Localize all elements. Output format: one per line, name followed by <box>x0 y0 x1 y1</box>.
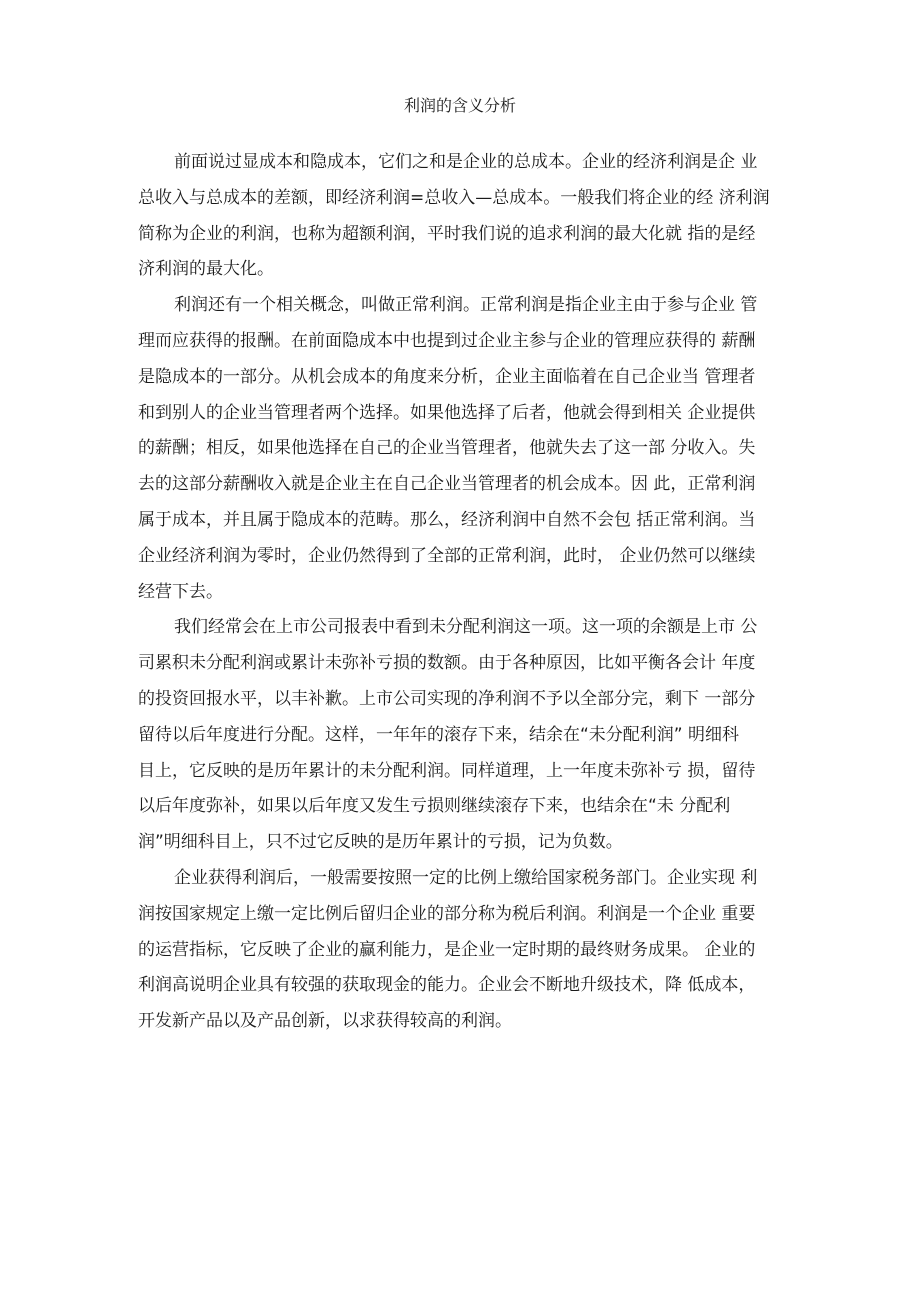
paragraph-line: 的投资回报水平，以丰补歉。上市公司实现的净利润不予以全部分完，剩下 一部分 <box>138 688 756 709</box>
paragraph-line: 的运营指标，它反映了企业的赢利能力，是企业一定时期的最终财务成果。 企业的 <box>138 939 756 960</box>
paragraph-line: 以后年度弥补，如果以后年度又发生亏损则继续滚存下来，也结余在“未 分配利 <box>138 796 731 817</box>
paragraph-line: 润”明细科目上，只不过它反映的是历年累计的亏损，记为负数。 <box>138 832 623 853</box>
paragraph-1 <box>138 145 788 288</box>
paragraph-line: 我们经常会在上市公司报表中看到未分配利润这一项。这一项的余额是上市 公 <box>174 617 758 638</box>
paragraph-line: 经营下去。 <box>138 581 223 602</box>
paragraph-3 <box>138 610 788 861</box>
paragraph-line: 属于成本，并且属于隐成本的范畴。那么，经济利润中自然不会包 括正常利润。当 <box>138 509 756 530</box>
paragraph-line: 简称为企业的利润，也称为超额利润，平时我们说的追求利润的最大化就 指的是经 <box>138 223 756 244</box>
paragraph-line: 总收入与总成本的差额，即经济利润=总收入—总成本。一般我们将企业的经 济利润 <box>138 187 770 208</box>
paragraph-line: 是隐成本的一部分。从机会成本的角度来分析，企业主面临着在自己企业当 管理者 <box>138 366 756 387</box>
paragraph-line: 理而应获得的报酬。在前面隐成本中也提到过企业主参与企业的管理应获得的 薪酬 <box>138 330 756 351</box>
paragraph-line: 企业经济利润为零时，企业仍然得到了全部的正常利润，此时， 企业仍然可以继续 <box>138 545 756 566</box>
paragraph-line: 济利润的最大化。 <box>138 259 274 280</box>
paragraph-line: 的薪酬；相反，如果他选择在自己的企业当管理者，他就失去了这一部 分收入。失 <box>138 438 756 459</box>
paragraph-line: 司累积未分配利润或累计未弥补亏损的数额。由于各种原因，比如平衡各会计 年度 <box>138 653 756 674</box>
paragraph-line: 开发新产品以及产品创新，以求获得较高的利润。 <box>138 1011 512 1032</box>
paragraph-line: 企业获得利润后，一般需要按照一定的比例上缴给国家税务部门。企业实现 利 <box>174 867 758 888</box>
paragraph-line: 前面说过显成本和隐成本，它们之和是企业的总成本。企业的经济利润是企 业 <box>174 152 758 172</box>
paragraph-2 <box>138 288 788 610</box>
paragraph-line: 目上，它反映的是历年累计的未分配利润。同样道理，上一年度未弥补亏 损，留待 <box>138 760 756 781</box>
paragraph-4 <box>138 861 788 1040</box>
paragraph-line: 去的这部分薪酬收入就是企业主在自己企业当管理者的机会成本。因 此，正常利润 <box>138 474 756 495</box>
paragraph-line: 和到别人的企业当管理者两个选择。如果他选择了后者，他就会得到相关 企业提供 <box>138 402 756 423</box>
paragraph-line: 利润还有一个相关概念，叫做正常利润。正常利润是指企业主由于参与企业 管 <box>174 295 758 316</box>
paragraph-line: 留待以后年度进行分配。这样，一年年的滚存下来，结余在“未分配利润” 明细科 <box>138 724 740 745</box>
paragraph-line: 润按国家规定上缴一定比例后留归企业的部分称为税后利润。利润是一个企业 重要 <box>138 903 756 924</box>
paragraph-line: 利润高说明企业具有较强的获取现金的能力。企业会不断地升级技术，降 低成本， <box>138 975 756 996</box>
document-title: 利润的含义分析 <box>403 96 516 115</box>
document-body <box>138 145 788 1040</box>
